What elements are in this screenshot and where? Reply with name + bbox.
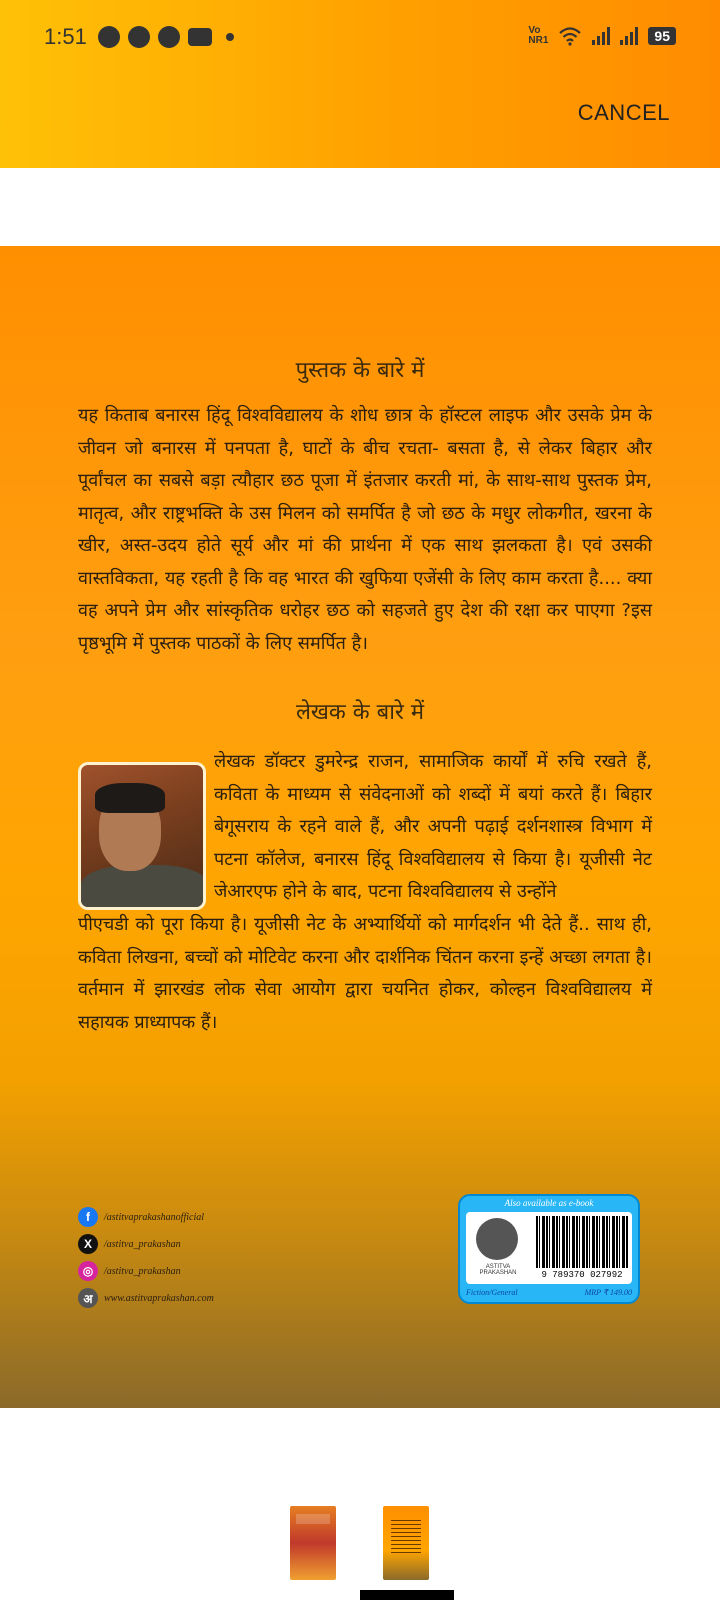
price-label: MRP ₹ 149.00 bbox=[584, 1288, 632, 1297]
about-author-text-continued: पीएचडी को पूरा किया है। यूजीसी नेट के अभ्यार्थियों को मार्गदर्शन भी देते हैं.. साथ ही, कविता लिखना, बच्चों को मोटिवेट करना और दार्शनिक चिंतन करना इन्हें अच्छा लगता है। वर्तमान में झारखंड लोक सेवा आयोग द्वारा चयनित होकर, कोल्हन विश्वविद्यालय में सहायक प्राध्यापक हैं। bbox=[78, 914, 652, 1033]
genre-label: Fiction/General bbox=[466, 1288, 518, 1297]
publisher-name: ASTITVA PRAKASHAN bbox=[479, 1264, 517, 1276]
signal-icon-2 bbox=[620, 27, 638, 45]
barcode-icon bbox=[536, 1216, 628, 1268]
isbn-number: 9 789370 027992 bbox=[541, 1270, 623, 1280]
dot-icon bbox=[226, 33, 234, 41]
barcode-footer bbox=[466, 1288, 632, 1297]
about-book-title: पुस्तक के बारे में bbox=[295, 358, 425, 383]
battery-indicator: 95 bbox=[648, 27, 676, 45]
notification-icons bbox=[98, 26, 234, 48]
whatsapp-icon bbox=[158, 26, 180, 48]
social-facebook-text: /astitvaprakashanofficial bbox=[104, 1211, 204, 1223]
app-icon bbox=[188, 28, 212, 46]
x-icon: X bbox=[78, 1234, 98, 1254]
author-photo bbox=[78, 762, 206, 910]
chat-icon bbox=[128, 26, 150, 48]
social-website bbox=[78, 1285, 214, 1311]
system-icons bbox=[528, 26, 676, 46]
messenger-icon bbox=[98, 26, 120, 48]
wifi-icon bbox=[558, 26, 582, 46]
book-back-cover-image[interactable] bbox=[0, 246, 720, 1408]
facebook-icon: f bbox=[78, 1207, 98, 1227]
status-time: 1:51 bbox=[44, 24, 87, 49]
volte-label: Vo NR1 bbox=[528, 25, 549, 46]
barcode-panel bbox=[466, 1212, 632, 1284]
social-links bbox=[78, 1204, 214, 1312]
website-icon: अ bbox=[78, 1288, 98, 1308]
cancel-button[interactable]: CANCEL bbox=[577, 100, 670, 125]
navigation-bar[interactable] bbox=[360, 1590, 454, 1600]
about-author-title: लेखक के बारे में bbox=[295, 700, 425, 725]
social-facebook bbox=[78, 1204, 214, 1230]
ebook-note: Also available as e-book bbox=[504, 1198, 594, 1208]
social-x-text: /astitva_prakashan bbox=[104, 1238, 181, 1250]
status-bar bbox=[0, 20, 720, 56]
about-book-text: यह किताब बनारस हिंदू विश्वविद्यालय के शोध छात्र के हॉस्टल लाइफ और उसके प्रेम के जीवन जो बनारस में पनपता है, घाटों के बीच रचता- बसता है, से लेकर बिहार और पूर्वांचल का सबसे बड़ा त्यौहार छठ पूजा में इंतजार करती मां, के साथ-साथ पुस्तक प्रेम, मातृत्व, और राष्ट्रभक्ति के उस मिलन को समर्पित है जो छठ के मधुर लोकगीत, खरना के खीर, अस्त-उदय होते सूर्य और मां की प्रार्थना में एक साथ झलकता है। एवं उसकी वास्तविकता, यह रहती है कि वह भारत की खुफिया एजेंसी के लिए काम करता है.... क्या वह अपने प्रेम और सांस्कृतिक धरोहर छठ को सहजते हुए देश की रक्षा कर पाएगा ?इस पृष्ठभूमि में पुस्तक पाठकों के लिए समर्पित है। bbox=[78, 405, 652, 654]
publisher-logo-icon bbox=[476, 1218, 518, 1260]
about-author-text: लेखक डॉक्टर डुमरेन्द्र राजन, सामाजिक कार्यों में रुचि रखते हैं, कविता के माध्यम से संवेदनाओं को शब्दों में बयां करते हैं। बिहार बेगूसराय के रहने वाले हैं, और अपनी पढ़ाई दर्शनशास्त्र विभाग में पटना कॉलेज, बनारस हिंदू विश्वविद्यालय से किया है। यूजीसी नेट जेआरएफ होने के बाद, पटना विश्वविद्यालय से उन्होंने bbox=[214, 751, 652, 902]
thumbnail-front-cover[interactable] bbox=[290, 1506, 336, 1580]
instagram-icon: ◎ bbox=[78, 1261, 98, 1281]
thumbnail-back-cover[interactable] bbox=[383, 1506, 429, 1580]
barcode-box bbox=[458, 1194, 640, 1304]
signal-icon bbox=[592, 27, 610, 45]
social-instagram-text: /astitva_prakashan bbox=[104, 1265, 181, 1277]
social-instagram bbox=[78, 1258, 214, 1284]
social-website-text: www.astitvaprakashan.com bbox=[104, 1292, 214, 1304]
social-x bbox=[78, 1231, 214, 1257]
app-header bbox=[0, 0, 720, 168]
